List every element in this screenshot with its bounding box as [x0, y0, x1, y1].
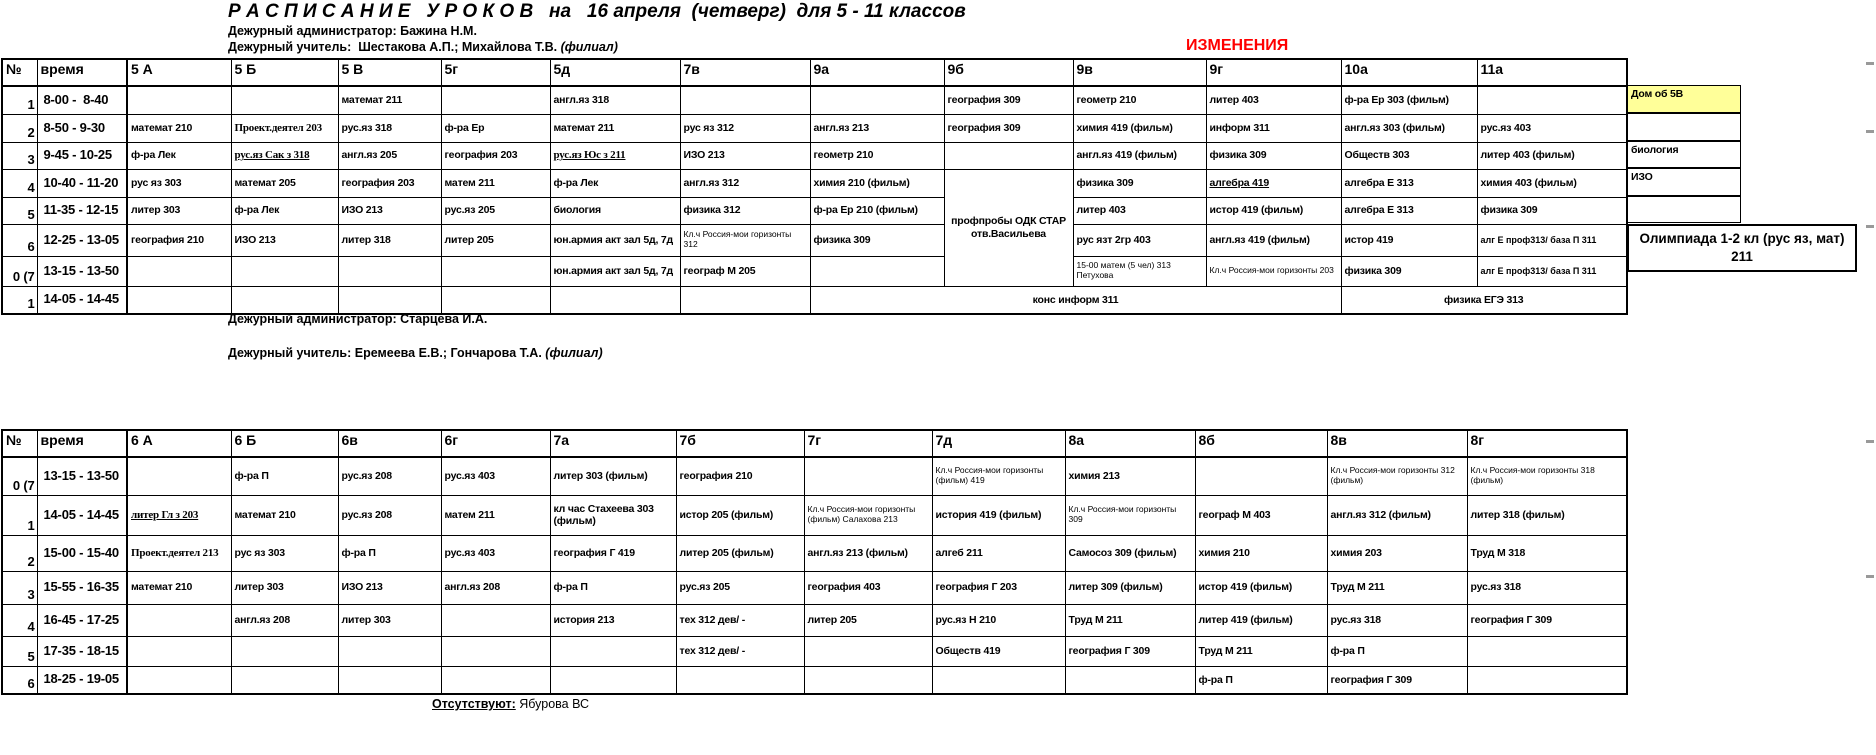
schedule-row: [2, 142, 1627, 169]
schedule-cell: географ М 205: [680, 256, 810, 286]
edge-artifact: [1866, 440, 1874, 443]
column-header: 9б: [944, 59, 1073, 86]
schedule-cell: ф-ра П: [1327, 636, 1467, 666]
schedule-cell: [127, 604, 231, 636]
schedule-cell: [804, 636, 932, 666]
schedule-cell: ф-ра Лек: [550, 169, 680, 197]
schedule-cell: [932, 666, 1065, 694]
lesson-time: 13-15 - 13-50: [37, 256, 127, 286]
duty-admin-text-2: Дежурный администратор: Старцева И.А.: [228, 312, 488, 326]
schedule-cell: география Г 203: [932, 571, 1065, 604]
schedule-cell: физика 309: [1341, 256, 1477, 286]
schedule-cell: физика 309: [810, 224, 944, 256]
column-header: 7д: [932, 430, 1065, 457]
schedule-cell: юн.армия акт зал 5д, 7д: [550, 224, 680, 256]
schedule-cell: геометр 210: [1073, 86, 1206, 114]
schedule-cell: рус.яз Н 210: [932, 604, 1065, 636]
lesson-time: 10-40 - 11-20: [37, 169, 127, 197]
schedule-cell: [231, 86, 338, 114]
column-header: 5 Б: [231, 59, 338, 86]
schedule-row: [2, 256, 1627, 286]
lesson-time: 11-35 - 12-15: [37, 197, 127, 224]
schedule-cell: рус.яз 403: [441, 457, 550, 495]
schedule-cell: рус яз 303: [231, 535, 338, 571]
schedule-row: [2, 666, 1627, 694]
schedule-cell: [1477, 86, 1627, 114]
schedule-cell: [804, 666, 932, 694]
olympiad-line1: Олимпиада 1-2 кл (рус яз, мат): [1639, 230, 1845, 246]
schedule-cell: матем 211: [441, 169, 550, 197]
schedule-cell: ф-ра П: [1195, 666, 1327, 694]
schedule-row: [2, 604, 1627, 636]
schedule-cell: [127, 636, 231, 666]
schedule-cell: [944, 142, 1073, 169]
column-header: 7а: [550, 430, 676, 457]
column-header: 8в: [1327, 430, 1467, 457]
schedule-cell: алг Е проф313/ база П 311: [1477, 256, 1627, 286]
schedule-cell: [441, 86, 550, 114]
schedule-cell: Труд М 211: [1327, 571, 1467, 604]
schedule-cell: [804, 457, 932, 495]
schedule-cell: [441, 256, 550, 286]
schedule-cell: Проект.деятел 213: [127, 535, 231, 571]
schedule-cell: география Г 309: [1065, 636, 1195, 666]
schedule-cell: [1467, 666, 1627, 694]
schedule-cell: Труд М 318: [1467, 535, 1627, 571]
schedule-cell: химия 213: [1065, 457, 1195, 495]
schedule-cell: математ 210: [231, 495, 338, 535]
upper-schedule-table: [1, 58, 1628, 315]
schedule-cell: география 210: [127, 224, 231, 256]
changes-label: ИЗМЕНЕНИЯ: [1186, 37, 1289, 54]
schedule-cell: [441, 636, 550, 666]
schedule-cell: рус.яз 403: [441, 535, 550, 571]
lesson-time: 15-55 - 16-35: [37, 571, 127, 604]
schedule-cell: тех 312 дев/ -: [676, 604, 804, 636]
schedule-cell: алгебра 419: [1206, 169, 1341, 197]
lesson-number: 2: [2, 535, 37, 571]
schedule-cell: рус яз 303: [127, 169, 231, 197]
lesson-time: 16-45 - 17-25: [37, 604, 127, 636]
extra-column-cell: [1627, 113, 1741, 141]
schedule-row: [2, 114, 1627, 142]
column-header: 9в: [1073, 59, 1206, 86]
schedule-cell: истор 205 (фильм): [676, 495, 804, 535]
schedule-cell: алг Е проф313/ база П 311: [1477, 224, 1627, 256]
schedule-cell: ф-ра Ер 210 (фильм): [810, 197, 944, 224]
schedule-cell: физика 312: [680, 197, 810, 224]
schedule-cell: истор 419 (фильм): [1206, 197, 1341, 224]
schedule-cell: Самосоз 309 (фильм): [1065, 535, 1195, 571]
lesson-number: 1: [2, 495, 37, 535]
schedule-cell: [127, 86, 231, 114]
schedule-cell: [231, 256, 338, 286]
schedule-cell: ф-ра Ер: [441, 114, 550, 142]
schedule-cell: [550, 666, 676, 694]
schedule-cell: [127, 666, 231, 694]
schedule-cell: тех 312 дев/ -: [676, 636, 804, 666]
schedule-cell: Обществ 419: [932, 636, 1065, 666]
lesson-time: 17-35 - 18-15: [37, 636, 127, 666]
schedule-cell: ф-ра Лек: [127, 142, 231, 169]
schedule-cell: англ.яз 205: [338, 142, 441, 169]
column-header: 7в: [680, 59, 810, 86]
schedule-cell: физика 309: [1477, 197, 1627, 224]
schedule-cell: Проект.деятел 203: [231, 114, 338, 142]
column-header: 5г: [441, 59, 550, 86]
schedule-cell: англ.яз 303 (фильм): [1341, 114, 1477, 142]
schedule-cell: ф-ра Ер 303 (фильм): [1341, 86, 1477, 114]
schedule-cell: география 203: [441, 142, 550, 169]
schedule-cell: англ.яз 213 (фильм): [804, 535, 932, 571]
lesson-number: 4: [2, 604, 37, 636]
schedule-cell: юн.армия акт зал 5д, 7д: [550, 256, 680, 286]
duty-teacher-line-top: [228, 40, 618, 54]
schedule-cell: рус.яз 318: [1467, 571, 1627, 604]
schedule-cell: литер 403: [1206, 86, 1341, 114]
column-header: 7б: [676, 430, 804, 457]
schedule-cell: ф-ра П: [338, 535, 441, 571]
table2-grid: [1, 429, 1628, 695]
schedule-cell: химия 210: [1195, 535, 1327, 571]
schedule-cell: алгебра Е 313: [1341, 169, 1477, 197]
schedule-cell: рус.яз 318: [338, 114, 441, 142]
lesson-number: 3: [2, 571, 37, 604]
column-header: время: [37, 59, 127, 86]
absent-line: [432, 697, 589, 711]
schedule-cell: Труд М 211: [1195, 636, 1327, 666]
column-header: 8б: [1195, 430, 1327, 457]
schedule-cell: Кл.ч Россия-мои горизонты 203: [1206, 256, 1341, 286]
schedule-cell: география 309: [944, 86, 1073, 114]
schedule-cell: ф-ра Лек: [231, 197, 338, 224]
extra-column-cell: Дом об 5В: [1627, 85, 1741, 113]
schedule-cell: англ.яз 419 (фильм): [1206, 224, 1341, 256]
column-header: 6 Б: [231, 430, 338, 457]
schedule-cell: [231, 666, 338, 694]
schedule-cell: [338, 666, 441, 694]
column-header: 9а: [810, 59, 944, 86]
schedule-cell: математ 211: [550, 114, 680, 142]
olympiad-line2: 211: [1731, 249, 1753, 264]
schedule-row: [2, 169, 1627, 197]
edge-artifact: [1866, 575, 1874, 578]
lesson-number: 5: [2, 636, 37, 666]
schedule-cell: англ.яз 312 (фильм): [1327, 495, 1467, 535]
schedule-cell: география 210: [676, 457, 804, 495]
schedule-cell: конс информ 311: [810, 286, 1341, 314]
schedule-cell: Труд М 211: [1065, 604, 1195, 636]
schedule-cell: англ.яз 419 (фильм): [1073, 142, 1206, 169]
schedule-cell: рус.яз Юс з 211: [550, 142, 680, 169]
schedule-cell: литер 309 (фильм): [1065, 571, 1195, 604]
schedule-cell: англ.яз 208: [441, 571, 550, 604]
lesson-time: 12-25 - 13-05: [37, 224, 127, 256]
edge-artifact: [1866, 62, 1874, 65]
schedule-cell: математ 210: [127, 571, 231, 604]
column-header: 6 А: [127, 430, 231, 457]
schedule-cell: рус.яз 318: [1327, 604, 1467, 636]
schedule-cell: [441, 666, 550, 694]
duty-teacher-line-middle: [228, 346, 603, 360]
schedule-row: [2, 636, 1627, 666]
absent-label: Отсутствуют:: [432, 697, 516, 711]
column-header: 8а: [1065, 430, 1195, 457]
schedule-cell: история 419 (фильм): [932, 495, 1065, 535]
schedule-cell: литер 303: [338, 604, 441, 636]
schedule-cell: литер 205: [441, 224, 550, 256]
schedule-cell: [676, 666, 804, 694]
lesson-time: 13-15 - 13-50: [37, 457, 127, 495]
schedule-cell: математ 210: [127, 114, 231, 142]
page-title: Р А С П И С А Н И Е У Р О К О В на 16 апреля (четверг) для 5 - 11 классов: [228, 1, 966, 22]
schedule-cell: биология: [550, 197, 680, 224]
schedule-cell: литер 205 (фильм): [676, 535, 804, 571]
schedule-row: [2, 495, 1627, 535]
lesson-number: 1: [2, 86, 37, 114]
schedule-row: [2, 457, 1627, 495]
lesson-number: 1: [2, 286, 37, 314]
schedule-cell: литер 419 (фильм): [1195, 604, 1327, 636]
schedule-cell: [231, 286, 338, 314]
schedule-cell: география 309: [944, 114, 1073, 142]
lesson-time: 14-05 - 14-45: [37, 286, 127, 314]
schedule-cell: [1467, 636, 1627, 666]
schedule-cell: география Г 419: [550, 535, 676, 571]
schedule-row: [2, 86, 1627, 114]
schedule-cell: Кл.ч Россия-мои горизонты 312 (фильм): [1327, 457, 1467, 495]
schedule-row: [2, 535, 1627, 571]
column-header: 5д: [550, 59, 680, 86]
table1-grid: [1, 58, 1628, 315]
schedule-cell: [550, 636, 676, 666]
schedule-cell: Кл.ч Россия-мои горизонты 318 (фильм): [1467, 457, 1627, 495]
schedule-cell: рус.яз 205: [676, 571, 804, 604]
column-header: 5 В: [338, 59, 441, 86]
schedule-cell: Кл.ч Россия-мои горизонты (фильм) 419: [932, 457, 1065, 495]
schedule-cell: Кл.ч Россия-мои горизонты 312: [680, 224, 810, 256]
schedule-cell: географ М 403: [1195, 495, 1327, 535]
lesson-number: 6: [2, 666, 37, 694]
schedule-cell: [338, 636, 441, 666]
schedule-cell: [441, 286, 550, 314]
schedule-cell: физика 309: [1073, 169, 1206, 197]
schedule-cell: [1195, 457, 1327, 495]
schedule-cell: [680, 286, 810, 314]
lesson-time: 14-05 - 14-45: [37, 495, 127, 535]
schedule-cell: литер 303 (фильм): [550, 457, 676, 495]
edge-artifact: [1866, 130, 1874, 133]
schedule-cell: информ 311: [1206, 114, 1341, 142]
schedule-cell: география 203: [338, 169, 441, 197]
lesson-number: 0 (7: [2, 457, 37, 495]
column-header: 5 А: [127, 59, 231, 86]
schedule-cell: литер 403: [1073, 197, 1206, 224]
column-header: №: [2, 59, 37, 86]
schedule-cell: химия 403 (фильм): [1477, 169, 1627, 197]
lower-schedule-table: [1, 429, 1628, 695]
column-header: 9г: [1206, 59, 1341, 86]
olympiad-note: [1627, 224, 1857, 272]
schedule-cell: литер 403 (фильм): [1477, 142, 1627, 169]
schedule-cell: география Г 309: [1467, 604, 1627, 636]
schedule-cell: [810, 86, 944, 114]
lesson-number: 2: [2, 114, 37, 142]
schedule-cell: ф-ра П: [550, 571, 676, 604]
schedule-cell: физика ЕГЭ 313: [1341, 286, 1627, 314]
schedule-cell: англ.яз 213: [810, 114, 944, 142]
schedule-cell: [680, 86, 810, 114]
schedule-cell: ИЗО 213: [338, 571, 441, 604]
branch-note: (филиал): [560, 40, 618, 54]
schedule-cell: 15-00 матем (5 чел) 313 Петухова: [1073, 256, 1206, 286]
duty-admin-line-top: [228, 24, 477, 38]
schedule-cell: англ.яз 318: [550, 86, 680, 114]
lesson-number: 6: [2, 224, 37, 256]
schedule-row: [2, 197, 1627, 224]
schedule-cell: история 213: [550, 604, 676, 636]
absent-value: Ябурова ВС: [515, 697, 590, 711]
lesson-time: 8-00 - 8-40: [37, 86, 127, 114]
extra-column-cell: ИЗО: [1627, 168, 1741, 196]
schedule-cell: [810, 256, 944, 286]
lesson-time: 9-45 - 10-25: [37, 142, 127, 169]
schedule-cell: литер 303: [127, 197, 231, 224]
schedule-cell: литер 205: [804, 604, 932, 636]
duty-admin-line-middle: [228, 312, 487, 326]
lesson-time: 15-00 - 15-40: [37, 535, 127, 571]
schedule-cell: [231, 636, 338, 666]
schedule-cell: география 403: [804, 571, 932, 604]
column-header: 6г: [441, 430, 550, 457]
schedule-cell: [127, 286, 231, 314]
edge-artifact: [1866, 225, 1874, 228]
schedule-cell: ИЗО 213: [231, 224, 338, 256]
extra-column-cell: биология: [1627, 141, 1741, 168]
column-header: 8г: [1467, 430, 1627, 457]
schedule-cell: литер 318: [338, 224, 441, 256]
schedule-cell: математ 205: [231, 169, 338, 197]
schedule-cell: [127, 256, 231, 286]
column-header: время: [37, 430, 127, 457]
column-header: 7г: [804, 430, 932, 457]
duty-teacher-text-2: Дежурный учитель: Еремеева Е.В.; Гончарова Т.А.: [228, 346, 546, 360]
schedule-cell: [338, 286, 441, 314]
schedule-cell: кл час Стахеева 303 (фильм): [550, 495, 676, 535]
schedule-cell: ИЗО 213: [680, 142, 810, 169]
schedule-cell: матем 211: [441, 495, 550, 535]
schedule-cell: рус язт 2гр 403: [1073, 224, 1206, 256]
lesson-number: 4: [2, 169, 37, 197]
schedule-cell: география Г 309: [1327, 666, 1467, 694]
column-header: 11а: [1477, 59, 1627, 86]
schedule-cell: рус.яз 403: [1477, 114, 1627, 142]
schedule-cell: литер 303: [231, 571, 338, 604]
schedule-cell: ф-ра П: [231, 457, 338, 495]
schedule-cell: рус.яз 205: [441, 197, 550, 224]
schedule-cell: англ.яз 312: [680, 169, 810, 197]
schedule-cell: англ.яз 208: [231, 604, 338, 636]
schedule-cell: [441, 604, 550, 636]
schedule-row: [2, 286, 1627, 314]
schedule-cell: рус.яз 208: [338, 495, 441, 535]
schedule-cell: химия 203: [1327, 535, 1467, 571]
lesson-number: 0 (7: [2, 256, 37, 286]
lesson-time: 8-50 - 9-30: [37, 114, 127, 142]
column-header: 10а: [1341, 59, 1477, 86]
schedule-cell: профпробы ОДК СТАР отв.Васильева: [944, 169, 1073, 286]
schedule-cell: Обществ 303: [1341, 142, 1477, 169]
lesson-number: 5: [2, 197, 37, 224]
schedule-cell: [550, 286, 680, 314]
schedule-cell: химия 419 (фильм): [1073, 114, 1206, 142]
schedule-cell: физика 309: [1206, 142, 1341, 169]
schedule-cell: Кл.ч Россия-мои горизонты (фильм) Салахова 213: [804, 495, 932, 535]
schedule-cell: литер Гл з 203: [127, 495, 231, 535]
schedule-cell: химия 210 (фильм): [810, 169, 944, 197]
schedule-cell: геометр 210: [810, 142, 944, 169]
schedule-cell: ИЗО 213: [338, 197, 441, 224]
lesson-number: 3: [2, 142, 37, 169]
schedule-cell: математ 211: [338, 86, 441, 114]
schedule-cell: [1065, 666, 1195, 694]
schedule-row: [2, 224, 1627, 256]
schedule-row: [2, 571, 1627, 604]
extra-column-cell: [1627, 196, 1741, 223]
schedule-cell: алгеб 211: [932, 535, 1065, 571]
duty-teacher-text: Дежурный учитель: Шестакова А.П.; Михайлова Т.В.: [228, 40, 561, 54]
branch-note-2: (филиал): [545, 346, 603, 360]
schedule-cell: Кл.ч Россия-мои горизонты 309: [1065, 495, 1195, 535]
schedule-cell: литер 318 (фильм): [1467, 495, 1627, 535]
schedule-cell: [127, 457, 231, 495]
column-header: №: [2, 430, 37, 457]
schedule-cell: рус.яз 208: [338, 457, 441, 495]
schedule-cell: истор 419 (фильм): [1195, 571, 1327, 604]
duty-admin-text: Дежурный администратор: Бажина Н.М.: [228, 24, 477, 38]
column-header: 6в: [338, 430, 441, 457]
schedule-cell: [338, 256, 441, 286]
schedule-cell: алгебра Е 313: [1341, 197, 1477, 224]
lesson-time: 18-25 - 19-05: [37, 666, 127, 694]
schedule-cell: истор 419: [1341, 224, 1477, 256]
schedule-cell: рус.яз Сак з 318: [231, 142, 338, 169]
schedule-cell: рус яз 312: [680, 114, 810, 142]
